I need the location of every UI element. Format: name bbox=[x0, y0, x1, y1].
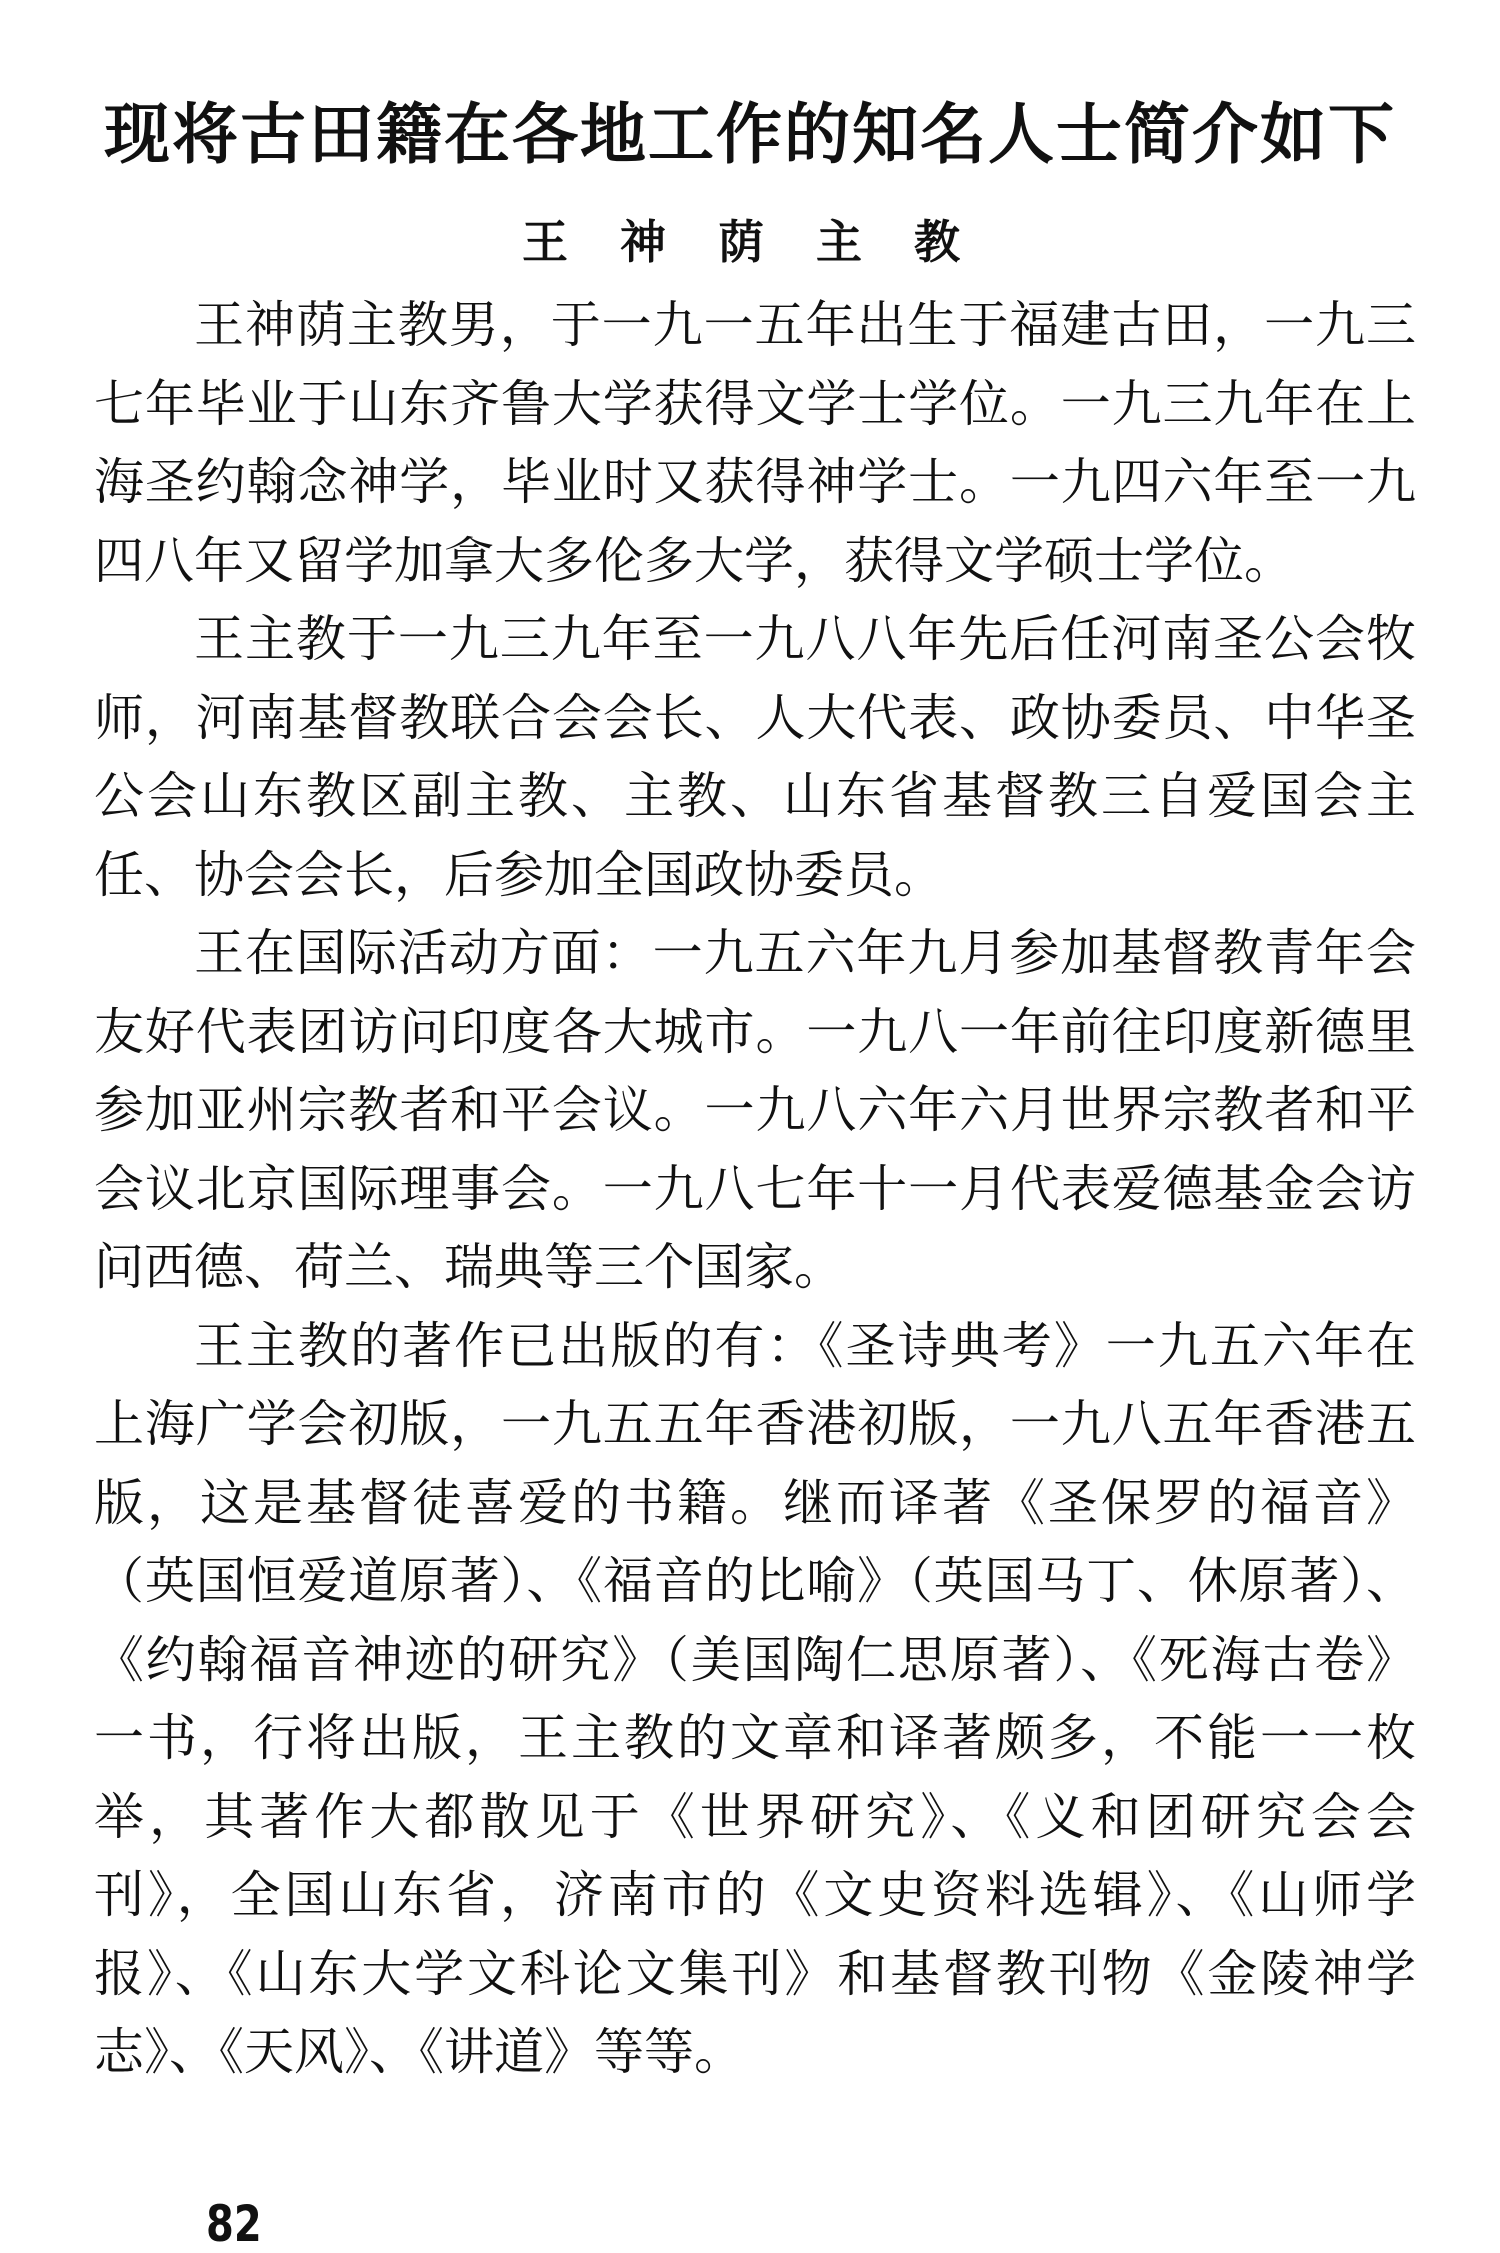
page-number: 82 bbox=[206, 2195, 262, 2253]
paragraph-publications: 王主教的著作已出版的有：《圣诗典考》一九五六年在上海广学会初版，一九五五年香港初版，一九八五年香港五版，这是基督徒喜爱的书籍。继而译著《圣保罗的福音》（英国恒爱道原著）、《福音的比喻》（英国马丁、休原著）、《约翰福音神迹的研究》（美国陶仁思原著）、《死海古卷》一书，行将出版，王主教的文章和译著颇多，不能一一枚举，其著作大都散见于《世界研究》、《义和团研究会会刊》，全国山东省，济南市的《文史资料选辑》、《山师学报》、《山东大学文科论文集刊》和基督教刊物《金陵神学志》、《天风》、《讲道》等等。 bbox=[94, 1316, 1416, 2081]
paragraph-positions: 王主教于一九三九年至一九八八年先后任河南圣公会牧师，河南基督教联合会会长、人大代表、政协委员、中华圣公会山东教区副主教、主教、山东省基督教三自爱国会主任、协会会长，后参加全国政协委员。 bbox=[94, 610, 1416, 904]
section-heading: 王 神 荫 主 教 bbox=[521, 215, 979, 269]
page-title: 现将古田籍在各地工作的知名人士简介如下 bbox=[104, 95, 1396, 173]
article-body bbox=[94, 286, 1416, 2092]
paragraph-international-activities: 王在国际活动方面：一九五六年九月参加基督教青年会友好代表团访问印度各大城市。一九八一年前往印度新德里参加亚州宗教者和平会议。一九八六年六月世界宗教者和平会议北京国际理事会。一九八七年十一月代表爱德基金会访问西德、荷兰、瑞典等三个国家。 bbox=[94, 924, 1416, 1296]
paragraph-biography: 王神荫主教男，于一九一五年出生于福建古田，一九三七年毕业于山东齐鲁大学获得文学士学位。一九三九年在上海圣约翰念神学，毕业时又获得神学士。一九四六年至一九四八年又留学加拿大多伦多大学，获得文学硕士学位。 bbox=[94, 296, 1416, 590]
